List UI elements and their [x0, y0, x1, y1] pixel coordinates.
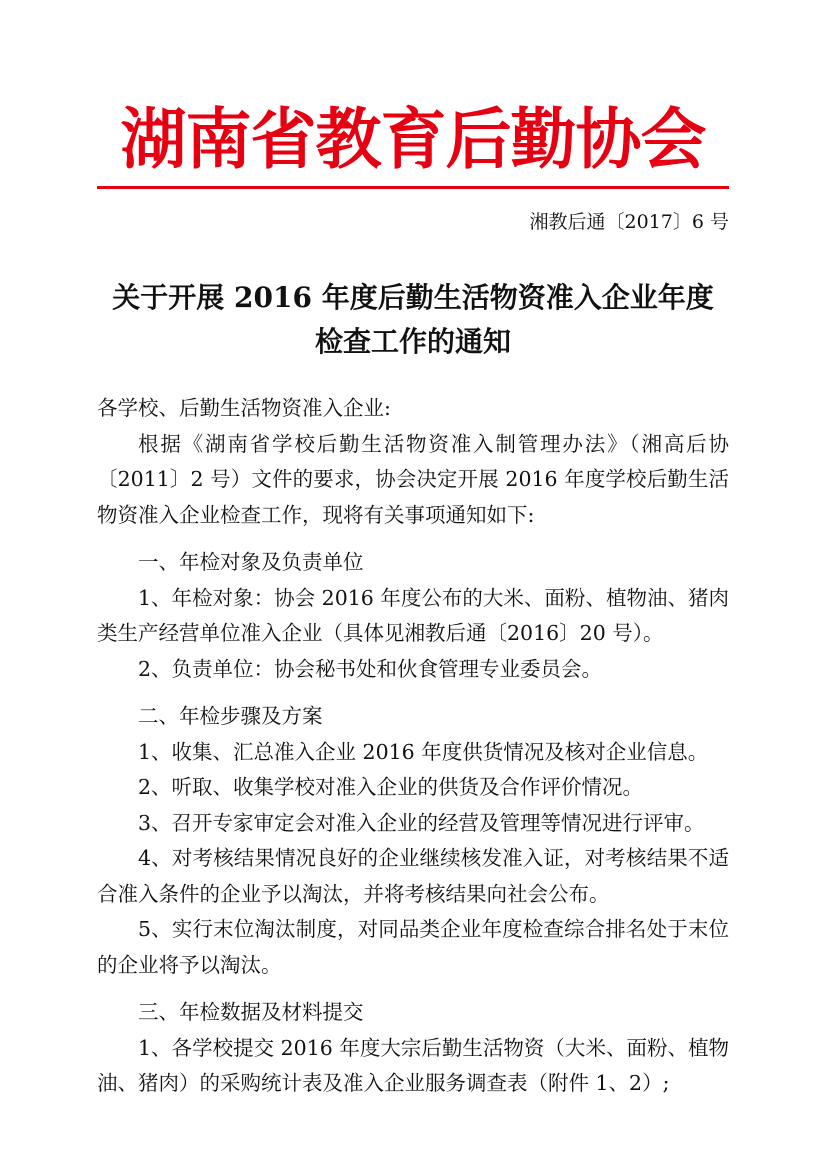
masthead-red-rule — [97, 186, 729, 189]
intro-paragraph: 根据《湖南省学校后勤生活物资准入制管理办法》（湘高后协〔2011〕2 号）文件的要求，协会决定开展 2016 年度学校后勤生活物资准入企业检查工作，现将有关事项通知如下: — [97, 431, 729, 527]
section-2-item: 5、实行末位淘汰制度，对同品类企业年度检查综合排名处于末位的企业将予以淘汰。 — [97, 917, 729, 977]
section-2-item: 2、听取、收集学校对准入企业的供货及合作评价情况。 — [138, 775, 644, 799]
salutation: 各学校、后勤生活物资准入企业: — [97, 396, 391, 420]
org-masthead: 湖南省教育后勤协会 — [120, 101, 706, 178]
section-3-item: 1、各学校提交 2016 年度大宗后勤生活物资（大米、面粉、植物油、猪肉）的采购统计表及准入企业服务调查表（附件 1、2）; — [97, 1035, 729, 1095]
section-3-heading: 三、年检数据及材料提交 — [138, 1000, 364, 1024]
section-2-item: 1、收集、汇总准入企业 2016 年度供货情况及核对企业信息。 — [138, 739, 709, 764]
section-2-item: 4、对考核结果情况良好的企业继续核发准入证，对考核结果不适合准入条件的企业予以淘汰，并将考核结果向社会公布。 — [97, 846, 729, 906]
document-number: 湘教后通〔2017〕6 号 — [529, 211, 729, 233]
section-2-item: 3、召开专家审定会对准入企业的经营及管理等情况进行评审。 — [138, 810, 705, 835]
title-line-1: 关于开展 2016 年度后勤生活物资准入企业年度 — [112, 281, 714, 314]
document-title — [97, 276, 729, 364]
section-1-item: 1、年检对象：协会 2016 年度公布的大米、面粉、植物油、猪肉类生产经营单位准入企业（具体见湘教后通〔2016〕20 号）。 — [97, 585, 729, 645]
section-2-heading: 二、年检步骤及方案 — [138, 704, 323, 728]
section-1-item: 2、负责单位：协会秘书处和伙食管理专业委员会。 — [138, 656, 603, 681]
document-body — [97, 391, 729, 1102]
title-line-2: 检查工作的通知 — [314, 325, 511, 358]
section-1-heading: 一、年检对象及负责单位 — [138, 550, 364, 574]
